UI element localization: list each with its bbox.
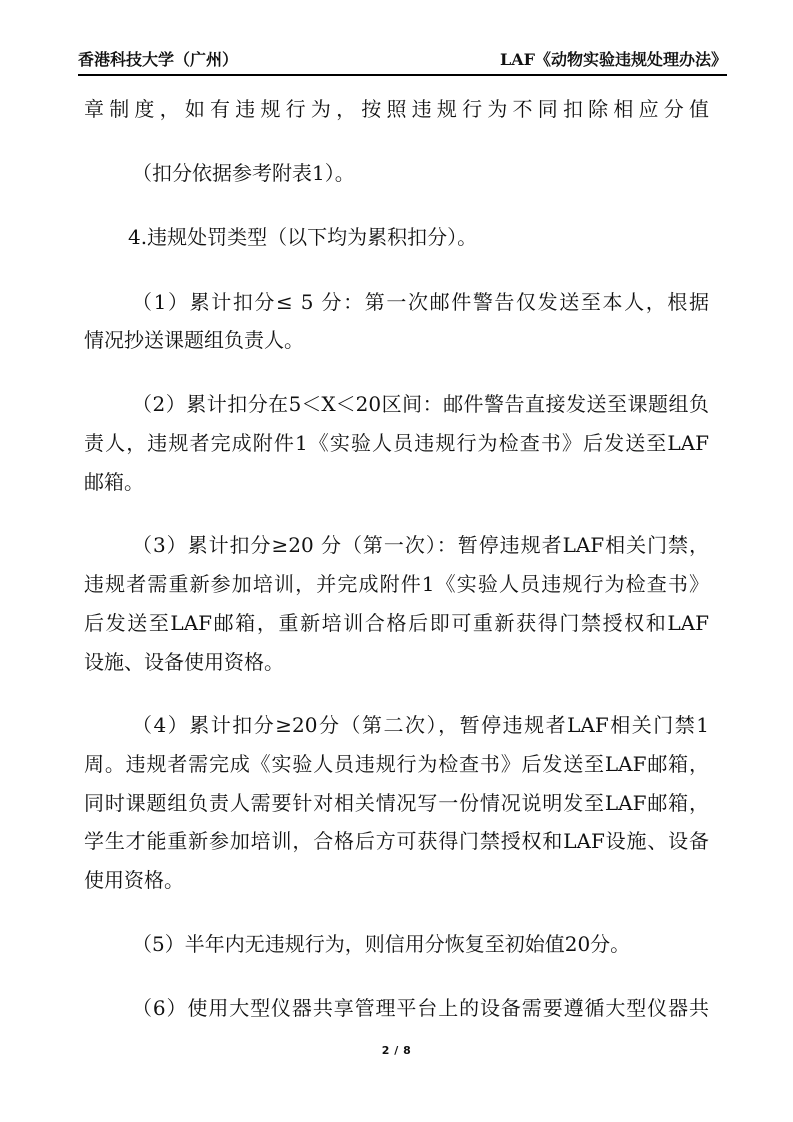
header-document-title: LAF《动物实验违规处理办法》 bbox=[499, 50, 727, 69]
body-line: 章制度，如有违规行为，按照违规行为不同扣除相应分值 bbox=[84, 97, 709, 121]
body-line: 使用资格。 bbox=[84, 868, 184, 892]
body-line: （2）累计扣分在5＜X＜20区间：邮件警告直接发送至课题组负 bbox=[132, 392, 709, 416]
body-line: 后发送至LAF邮箱，重新培训合格后即可重新获得门禁授权和LAF bbox=[84, 611, 709, 635]
body-line: （1）累计扣分≤ 5 分：第一次邮件警告仅发送至本人，根据 bbox=[132, 290, 709, 314]
body-line: （5）半年内无违规行为，则信用分恢复至初始值20分。 bbox=[132, 932, 631, 956]
body-line: 邮箱。 bbox=[84, 470, 144, 494]
body-line: （3）累计扣分≥20 分（第一次）：暂停违规者LAF相关门禁， bbox=[132, 533, 709, 557]
body-line: 4.违规处罚类型（以下均为累积扣分）。 bbox=[128, 225, 478, 249]
body-line: （扣分依据参考附表1）。 bbox=[132, 161, 355, 185]
body-line: （6）使用大型仪器共享管理平台上的设备需要遵循大型仪器共 bbox=[132, 996, 709, 1020]
body-line: （4）累计扣分≥20分（第二次），暂停违规者LAF相关门禁1 bbox=[132, 713, 709, 737]
page-number: 2 / 8 bbox=[381, 1044, 412, 1057]
body-line: 责人，违规者完成附件1《实验人员违规行为检查书》后发送至LAF bbox=[84, 431, 709, 455]
body-line: 学生才能重新参加培训，合格后方可获得门禁授权和LAF设施、设备 bbox=[84, 829, 709, 853]
body-line: 情况抄送课题组负责人。 bbox=[84, 328, 304, 352]
header-institution: 香港科技大学（广州） bbox=[78, 50, 239, 69]
body-line: 同时课题组负责人需要针对相关情况写一份情况说明发至LAF邮箱， bbox=[84, 791, 709, 815]
page-header bbox=[78, 46, 727, 76]
body-line: 违规者需重新参加培训，并完成附件1《实验人员违规行为检查书》 bbox=[84, 572, 709, 596]
body-line: 设施、设备使用资格。 bbox=[84, 650, 284, 674]
body-line: 周。违规者需完成《实验人员违规行为检查书》后发送至LAF邮箱， bbox=[84, 752, 709, 776]
